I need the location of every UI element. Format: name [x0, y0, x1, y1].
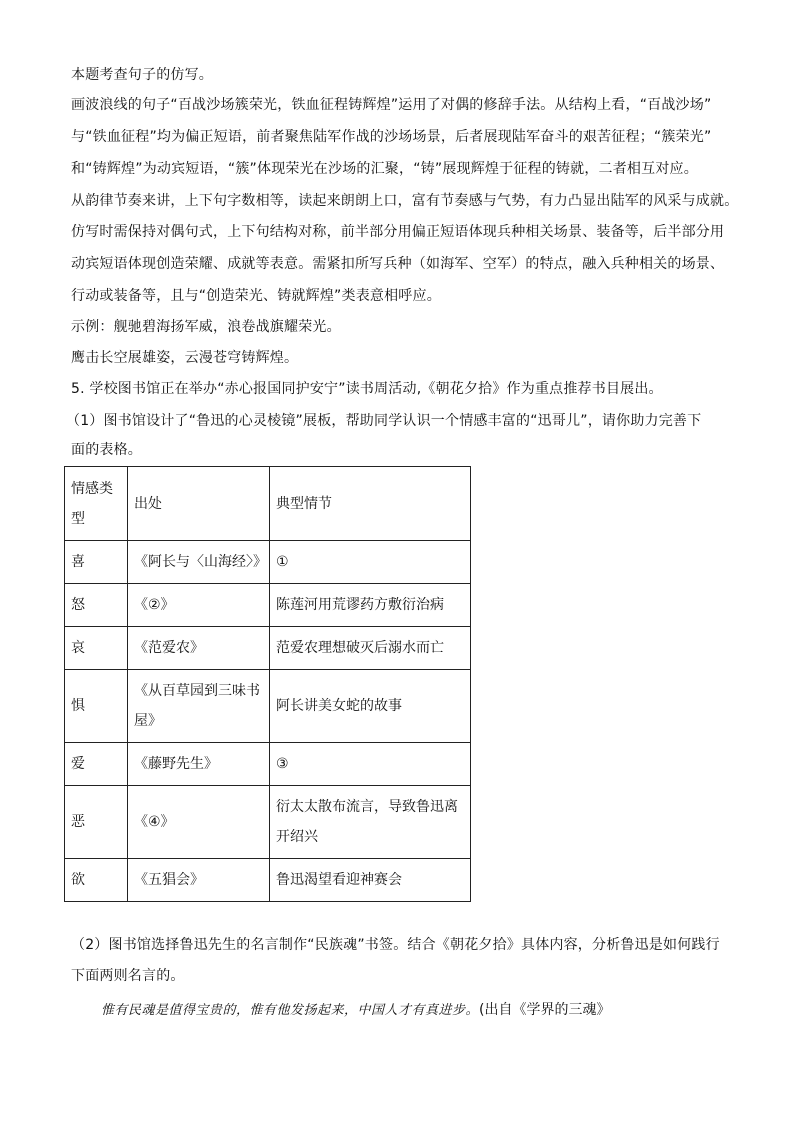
table-row [65, 743, 471, 786]
table-row [65, 627, 471, 670]
table-row [65, 584, 471, 627]
plot-cell: ③ [270, 743, 471, 786]
plot-cell: 阿长讲美女蛇的故事 [270, 670, 471, 743]
example-line-1: 示例：舰驰碧海扬军威，浪卷战旗耀荣光。 [71, 319, 341, 335]
analysis-line-2: 与“铁血征程”均为偏正短语，前者聚焦陆军作战的沙场场景，后者展现陆军奋斗的艰苦征程；“簇荣光” [71, 129, 712, 145]
emotion-cell: 恶 [65, 786, 128, 859]
question-5-title: 5. 学校图书馆正在举办“赤心报国同护安宁”读书周活动,《朝花夕拾》作为重点推荐书目展出。 [71, 381, 663, 397]
source-cell: 《④》 [128, 786, 270, 859]
example-line-2: 鹰击长空展雄姿，云漫苍穹铸辉煌。 [71, 350, 299, 366]
header-source: 出处 [128, 467, 270, 541]
lu-xun-quote [101, 998, 610, 1023]
source-cell: 《藤野先生》 [128, 743, 270, 786]
analysis-line-4: 从韵律节奏来讲，上下句字数相等，读起来朗朗上口，富有节奏感与气势，有力凸显出陆军的风采与成就。 [71, 193, 739, 209]
quote-text: 惟有民魂是值得宝贵的，惟有他发扬起来，中国人才有真进步。 [101, 1003, 480, 1018]
analysis-line-6: 动宾短语体现创造荣耀、成就等表意。需紧扣所写兵种（如海军、空军）的特点，融入兵种相关的场景、 [71, 256, 725, 272]
source-cell: 《阿长与〈山海经〉》 [128, 541, 270, 584]
emotion-cell: 爱 [65, 743, 128, 786]
question-2-line-1: （2）图书馆选择鲁迅先生的名言制作“民族魂”书签。结合《朝花夕拾》具体内容，分析鲁迅是如何践行 [71, 937, 720, 953]
question-2-line-2: 下面两则名言的。 [71, 968, 185, 984]
source-cell: 《从百草园到三味书屋》 [128, 670, 270, 743]
table-row [65, 541, 471, 584]
quote-source: (出自《学界的三魂》 [479, 1002, 611, 1018]
analysis-line-3: 和“铸辉煌”为动宾短语，“簇”体现荣光在沙场的汇聚，“铸”展现辉煌于征程的铸就，二者相互对应。 [71, 161, 698, 177]
emotion-table [64, 466, 471, 902]
question-1-line-1: （1）图书馆设计了“鲁迅的心灵棱镜”展板，帮助同学认识一个情感丰富的“迅哥儿”，请你助力完善下 [66, 413, 702, 429]
header-plot: 典型情节 [270, 467, 471, 541]
header-emotion-type: 情感类型 [65, 467, 128, 541]
plot-cell: 衍太太散布流言，导致鲁迅离开绍兴 [270, 786, 471, 859]
plot-cell: 范爱农理想破灭后溺水而亡 [270, 627, 471, 670]
analysis-line-5: 仿写时需保持对偶句式，上下句结构对称，前半部分用偏正短语体现兵种相关场景、装备等，后半部分用 [71, 224, 725, 240]
emotion-cell: 欲 [65, 859, 128, 902]
question-1-line-2: 面的表格。 [71, 442, 142, 458]
table-row [65, 670, 471, 743]
analysis-line-7: 行动或装备等，且与“创造荣光、铸就辉煌”类表意相呼应。 [71, 288, 441, 304]
table-row [65, 786, 471, 859]
plot-cell: ① [270, 541, 471, 584]
source-cell: 《五猖会》 [128, 859, 270, 902]
table-header-row [65, 467, 471, 541]
answer-intro: 本题考查句子的仿写。 [71, 67, 213, 83]
source-cell: 《②》 [128, 584, 270, 627]
emotion-cell: 喜 [65, 541, 128, 584]
emotion-cell: 哀 [65, 627, 128, 670]
plot-cell: 鲁迅渴望看迎神赛会 [270, 859, 471, 902]
emotion-cell: 惧 [65, 670, 128, 743]
table-row [65, 859, 471, 902]
analysis-line-1: 画波浪线的句子“百战沙场簇荣光，铁血征程铸辉煌”运用了对偶的修辞手法。从结构上看，“百战沙场” [71, 97, 712, 113]
source-cell: 《范爱农》 [128, 627, 270, 670]
plot-cell: 陈莲河用荒谬药方敷衍治病 [270, 584, 471, 627]
emotion-cell: 怒 [65, 584, 128, 627]
